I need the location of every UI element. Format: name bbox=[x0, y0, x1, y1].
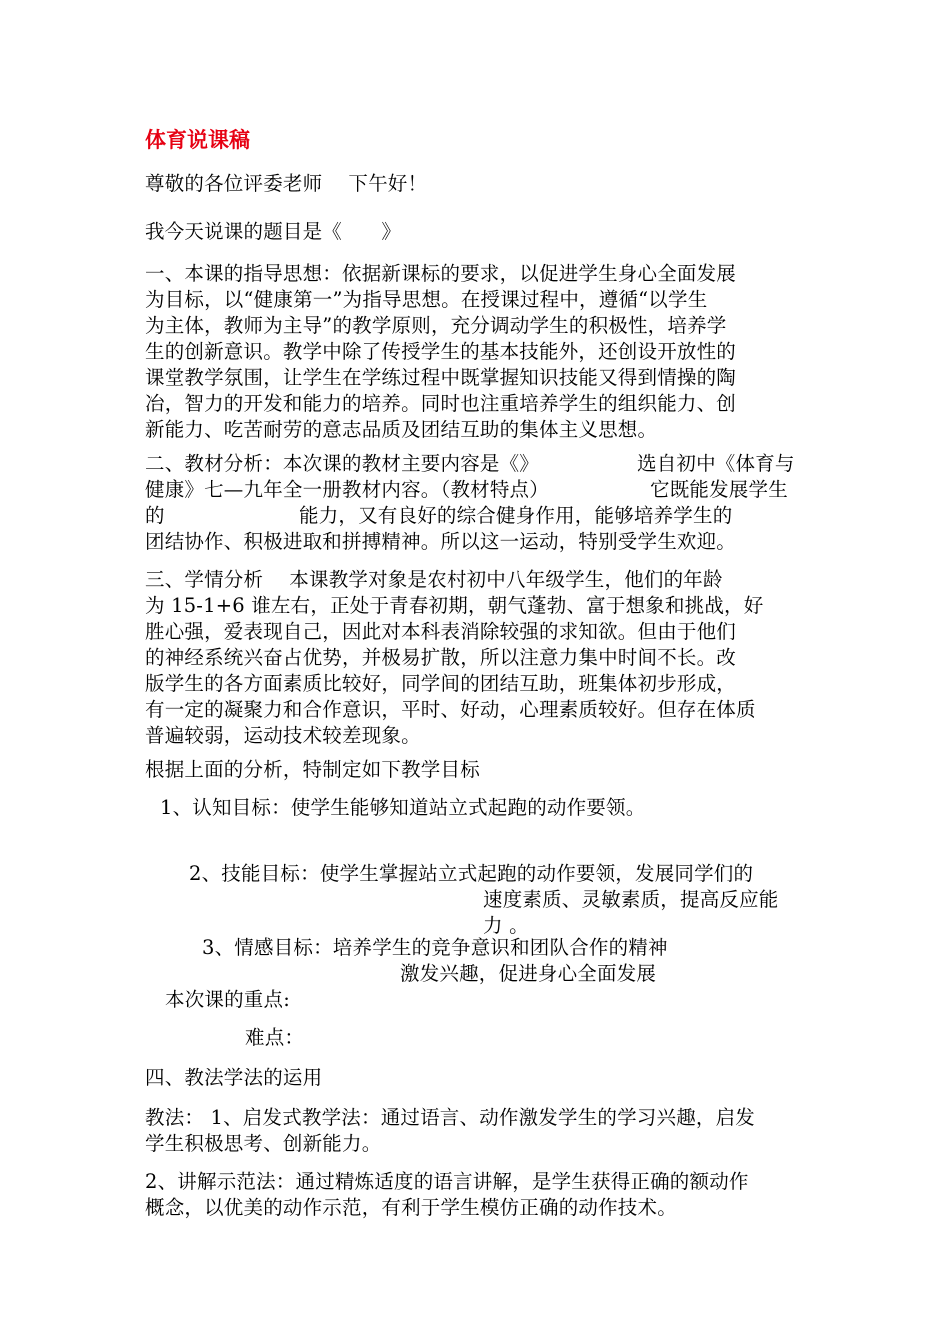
section4-title: 四、教法学法的运用 bbox=[145, 1066, 323, 1089]
paragraph-line: 教法： 1、启发式教学法：通过语言、动作激发学生的学习兴趣，启发 bbox=[145, 1106, 756, 1129]
goal-cognitive: 1、认知目标：使学生能够知道站立式起跑的动作要领。 bbox=[160, 796, 646, 819]
paragraph-line: 为主体，教师为主导”的教学原则，充分调动学生的积极性，培养学 bbox=[145, 314, 727, 337]
goal-line: 激发兴趣，促进身心全面发展 bbox=[400, 962, 657, 985]
paragraph-line: 一、本课的指导思想：依据新课标的要求，以促进学生身心全面发展 bbox=[145, 262, 737, 285]
paragraph-line: 普遍较弱，运动技术较差现象。 bbox=[145, 724, 421, 747]
goal-line: 力 。 bbox=[483, 914, 529, 937]
paragraph-line: 有一定的凝聚力和合作意识，平时、好动，心理素质较好。但存在体质 bbox=[145, 698, 756, 721]
paragraph-line: 概念，以优美的动作示范，有利于学生模仿正确的动作技术。 bbox=[145, 1196, 677, 1219]
paragraph-line: 它既能发展学生 bbox=[650, 478, 788, 501]
page-title: 体育说课稿 bbox=[145, 128, 250, 152]
paragraph-line: 课堂教学氛围，让学生在学练过程中既掌握知识技能又得到情操的陶 bbox=[145, 366, 737, 389]
paragraph-line: 三、学情分析 本课教学对象是农村初中八年级学生，他们的年龄 bbox=[145, 568, 723, 591]
paragraph-line: 的神经系统兴奋占优势，并极易扩散，所以注意力集中时间不长。改 bbox=[145, 646, 737, 669]
paragraph-line: 二、教材分析：本次课的教材主要内容是《》 bbox=[145, 452, 540, 475]
difficulty: 难点： bbox=[245, 1026, 305, 1049]
paragraph-line: 能力，又有良好的综合健身作用，能够培养学生的 bbox=[299, 504, 733, 527]
paragraph-line: 为 15-1+6 谁左右，正处于青春初期，朝气蓬勃、富于想象和挑战，好 bbox=[145, 594, 764, 617]
goal-line: 2、技能目标：使学生掌握站立式起跑的动作要领，发展同学们的 bbox=[189, 862, 754, 885]
paragraph-line: 新能力、吃苦耐劳的意志品质及团结互助的集体主义思想。 bbox=[145, 418, 658, 441]
paragraph-line: 胜心强，爱表现自己，因此对本科表消除较强的求知欲。但由于他们 bbox=[145, 620, 737, 643]
paragraph-line: 的 bbox=[145, 504, 165, 527]
paragraph-line: 学生积极思考、创新能力。 bbox=[145, 1132, 382, 1155]
goals-intro: 根据上面的分析，特制定如下教学目标 bbox=[145, 758, 480, 781]
paragraph-line: 2、讲解示范法：通过精炼适度的语言讲解，是学生获得正确的额动作 bbox=[145, 1170, 749, 1193]
topic-line: 我今天说课的题目是《 》 bbox=[145, 220, 402, 243]
greeting: 尊敬的各位评委老师 下午好！ bbox=[145, 172, 428, 195]
paragraph-line: 生的创新意识。教学中除了传授学生的基本技能外，还创设开放性的 bbox=[145, 340, 737, 363]
paragraph-line: 团结协作、积极进取和拼搏精神。所以这一运动，特别受学生欢迎。 bbox=[145, 530, 737, 553]
key-point: 本次课的重点: bbox=[165, 988, 290, 1011]
goal-line: 速度素质、灵敏素质，提高反应能 bbox=[483, 888, 779, 911]
paragraph-line: 版学生的各方面素质比较好，同学间的团结互助，班集体初步形成， bbox=[145, 672, 737, 695]
paragraph-line: 选自初中《体育与 bbox=[637, 452, 795, 475]
paragraph-line: 冶，智力的开发和能力的培养。同时也注重培养学生的组织能力、创 bbox=[145, 392, 737, 415]
paragraph-line: 为目标，以“健康第一”为指导思想。在授课过程中，遵循“以学生 bbox=[145, 288, 708, 311]
paragraph-line: 健康》七—九年全一册教材内容。（教材特点） bbox=[145, 478, 549, 501]
goal-line: 3、情感目标：培养学生的竞争意识和团队合作的精神 bbox=[202, 936, 668, 959]
